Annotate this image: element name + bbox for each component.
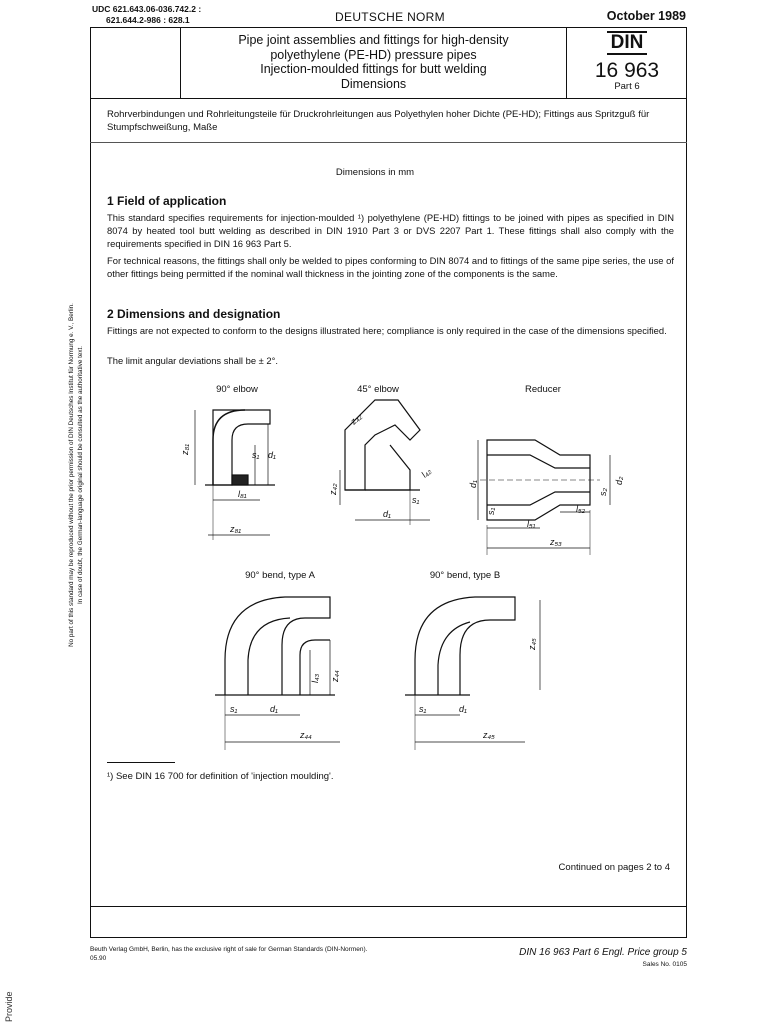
title-line: Dimensions xyxy=(340,76,407,91)
section-1-heading: 1 Field of application xyxy=(107,194,227,208)
norm-label: DEUTSCHE NORM xyxy=(335,10,445,24)
dim-label-d1-b: d₁ xyxy=(459,704,467,714)
footnote-rule xyxy=(107,762,175,763)
figure-label-bend-b: 90° bend, type B xyxy=(429,570,501,581)
dim-label-z44-bottom: z₄₄ xyxy=(300,730,312,740)
title-line: Pipe joint assemblies and fittings for high-density xyxy=(238,33,509,47)
german-title: Rohrverbindungen und Rohrleitungsteile für Druckrohrleitungen aus Polyethylen hoher Dichte (PE-HD); Fittings aus Spritzguß für Stumpfschweißung, Maße xyxy=(107,109,650,133)
figure-label-90-elbow: 90° elbow xyxy=(216,384,258,395)
din-logo-text: DIN xyxy=(607,31,648,55)
title-line: polyethylene (PE-HD) pressure pipes xyxy=(270,47,477,62)
publisher-line: Beuth Verlag GmbH, Berlin, has the exclusive right of sale for German Standards (DIN-Normen). xyxy=(90,946,368,953)
sales-number: Sales No. 0105 xyxy=(642,961,687,968)
figure-label-reducer: Reducer xyxy=(525,384,561,395)
section-2-paragraph-1: Fittings are not expected to conform to the designs illustrated here; compliance is only required in the case of the dimensions specified. xyxy=(107,325,667,336)
dim-label-s1-b: s₁ xyxy=(419,704,427,714)
dim-label-l81: l₈₁ xyxy=(238,489,247,499)
dim-label-z42: z₄₂ xyxy=(348,411,364,427)
dim-label-z45: z₄₅ xyxy=(527,638,537,650)
issue-date: October 1989 xyxy=(606,9,686,23)
udc-line-2: 621.644.2-986 : 628.1 xyxy=(106,15,190,25)
dim-label-d1-45: d₁ xyxy=(383,509,391,519)
document-reference: DIN 16 963 Part 6 Engl. Price group 5 xyxy=(519,947,687,958)
publisher-note xyxy=(90,945,367,963)
side-notice-line-1: No part of this standard may be reproduced without the prior permission of DIN Deutsches Institut für Normung e. V., Berlin. xyxy=(68,303,75,647)
dim-label-d1-reducer: d₁ xyxy=(468,480,478,488)
figure-label-bend-a: 90° bend, type A xyxy=(245,570,315,581)
drawing-bend-b xyxy=(405,597,540,750)
drawing-90-elbow xyxy=(195,410,275,540)
dim-label-s1: s₁ xyxy=(252,450,260,460)
publisher-date: 05.90 xyxy=(90,955,107,962)
dim-label-l52: l₅₂ xyxy=(576,504,586,514)
dim-label-l42: l₄₂ xyxy=(419,465,433,480)
dim-label-z44: z₄₄ xyxy=(330,670,340,682)
dim-label-l43: l₄₃ xyxy=(310,673,320,683)
dim-label-z81: z₈₁ xyxy=(180,443,190,455)
title-line: Injection-moulded fittings for butt welding xyxy=(260,62,487,76)
section-1-paragraph-1: This standard specifies requirements for injection-moulded ¹) polyethylene (PE-HD) fittings to be joined with pipes as specified in DIN 8074 by heated tool butt welding as described in DIN 1910 Part 3 or DVS 2207 Part 1. These fittings shall also comply with the requirements specified in DIN 16 963 Part 5. xyxy=(107,212,674,249)
dim-label-z81-bottom: z₈₁ xyxy=(230,524,242,534)
section-2-heading: 2 Dimensions and designation xyxy=(107,307,281,321)
dim-label-d1-a: d₁ xyxy=(270,704,278,714)
dim-label-z53: z₅₃ xyxy=(550,537,562,547)
din-part: Part 6 xyxy=(614,81,640,92)
bottom-divider xyxy=(90,906,687,907)
dim-label-z45-bottom: z₄₅ xyxy=(483,730,495,740)
section-2-paragraph-2: The limit angular deviations shall be ± 2°. xyxy=(107,355,278,366)
dim-label-s1-a: s₁ xyxy=(230,704,238,714)
side-notice-text xyxy=(67,255,85,695)
continued-note: Continued on pages 2 to 4 xyxy=(558,862,670,873)
drawing-bend-a xyxy=(215,597,340,750)
dim-label-l51: l₅₁ xyxy=(527,519,536,529)
footnote: ¹) See DIN 16 700 for definition of 'injection moulding'. xyxy=(107,771,334,782)
dim-label-s1-reducer: s₁ xyxy=(486,507,496,515)
dim-label-d2: d₂ xyxy=(614,476,624,485)
dim-label-s1-45: s₁ xyxy=(412,495,420,505)
figure-label-45-elbow: 45° elbow xyxy=(357,384,399,395)
provide-text: Provide xyxy=(4,991,14,1022)
section-1-paragraph-2: For technical reasons, the fittings shall only be welded to pipes conforming to DIN 8074 and to fittings of the same pipe series, the use of other fittings being permitted if the nominal wall thickness in the jointing zone of the components is the same. xyxy=(107,255,674,279)
dim-label-s2: s₂ xyxy=(598,488,608,496)
dim-label-z42-left: z₄₂ xyxy=(328,483,338,495)
udc-line-1: UDC 621.643.06-036.742.2 : xyxy=(92,4,202,14)
din-number: 16 963 xyxy=(594,59,660,82)
drawing-reducer xyxy=(478,440,610,555)
dimensions-note: Dimensions in mm xyxy=(335,167,415,178)
dim-label-d1: d₁ xyxy=(268,450,276,460)
side-notice-line-2: In case of doubt, the German-language original should be consulted as the authoritative text. xyxy=(77,346,84,604)
